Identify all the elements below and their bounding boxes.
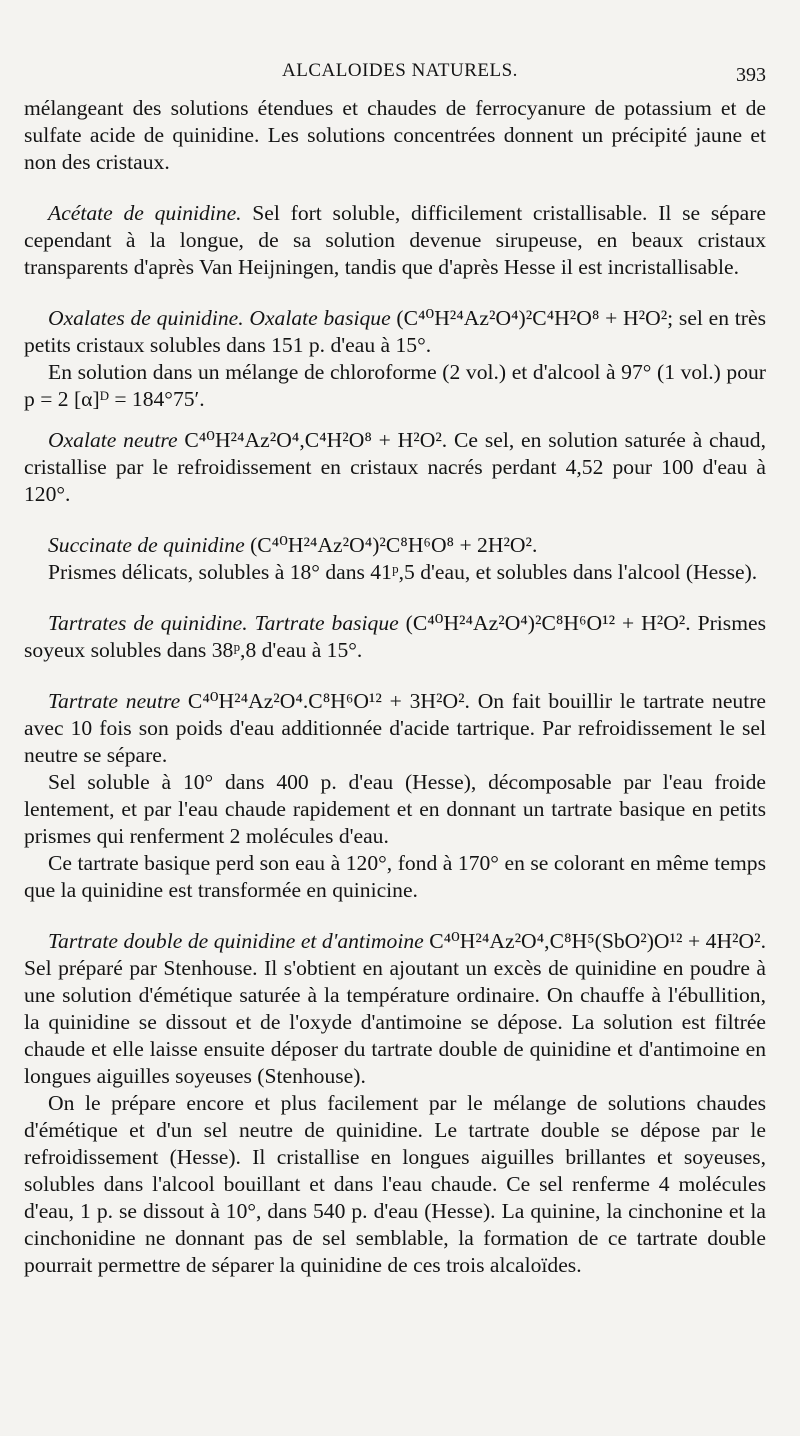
paragraph-tartrate-neutre — [24, 688, 766, 769]
section-heading: Oxalates de quinidine. Oxalate basique — [48, 306, 391, 330]
paragraph-text: (C⁴⁰H²⁴Az²O⁴)²C⁸H⁶O⁸ + 2H²O². — [244, 533, 538, 557]
section-heading: Succinate de quinidine — [48, 533, 245, 557]
paragraph-text: Sel soluble à 10° dans 400 p. d'eau (Hesse), décomposable par l'eau froide lentement, et par l'eau chaude rapidement et en donnant un tartrate basique en petits prismes qui renferment 2 molécules d'eau. — [24, 770, 766, 848]
paragraph-succinate — [24, 532, 766, 559]
paragraph-tartrate-double — [24, 928, 766, 1090]
paragraph-text: C⁴⁰H²⁴Az²O⁴.C⁸H⁶O¹² + 3H²O². On fait bouillir le tartrate neutre avec 10 fois son poids d'eau additionnée d'acide tartrique. Par refroidissement le sel neutre se sépare. — [24, 689, 766, 767]
section-heading: Tartrate neutre — [48, 689, 181, 713]
page-header — [0, 60, 800, 86]
paragraph-text: Ce tartrate basique perd son eau à 120°, fond à 170° en se colorant en même temps que la quinidine est transformée en quinicine. — [24, 851, 766, 902]
section-heading: Tartrates de quinidine. Tartrate basique — [48, 611, 399, 635]
paragraph-text: mélangeant des solutions étendues et chaudes de ferrocyanure de potassium et de sulfate acide de quinidine. Les solutions concentrées donnent un précipité jaune et non des cristaux. — [24, 96, 766, 174]
paragraph-prismes — [24, 559, 766, 586]
paragraph-1 — [24, 95, 766, 176]
paragraph-text: Sel fort soluble, difficilement cristallisable. Il se sépare cependant à la longue, de sa solution devenue sirupeuse, en beaux cristaux transparents d'après Van Heijningen, tandis que d'après Hesse il est incristallisable. — [24, 201, 766, 279]
section-heading: Oxalate neutre — [48, 428, 178, 452]
paragraph-oxalates — [24, 305, 766, 359]
paragraph-ce-tartrate — [24, 850, 766, 904]
running-title: ALCALOIDES NATURELS. — [282, 60, 518, 81]
page-body — [24, 95, 766, 1279]
paragraph-text: Prismes délicats, solubles à 18° dans 41ᵖ,5 d'eau, et solubles dans l'alcool (Hesse). — [48, 560, 758, 584]
paragraph-sel-soluble — [24, 769, 766, 850]
paragraph-text: (C⁴⁰H²⁴Az²O⁴)²C⁴H²O⁸ + H²O²; sel en très petits cristaux solubles dans 151 p. d'eau à 15°. — [24, 306, 766, 357]
paragraph-acetate — [24, 200, 766, 281]
section-heading: Acétate de quinidine. — [48, 201, 242, 225]
paragraph-tartrates — [24, 610, 766, 664]
paragraph-text: En solution dans un mélange de chloroforme (2 vol.) et d'alcool à 97° (1 vol.) pour p = 2 [α]ᴰ = 184°75′. — [24, 360, 766, 411]
paragraph-text: C⁴⁰H²⁴Az²O⁴,C⁴H²O⁸ + H²O². Ce sel, en solution saturée à chaud, cristallise par le refroidissement en cristaux nacrés perdant 4,52 pour 100 d'eau à 120°. — [24, 428, 766, 506]
paragraph-oxalate-neutre — [24, 427, 766, 508]
paragraph-text: (C⁴⁰H²⁴Az²O⁴)²C⁸H⁶O¹² + H²O². Prismes soyeux solubles dans 38ᵖ,8 d'eau à 15°. — [24, 611, 766, 662]
paragraph-text: C⁴⁰H²⁴Az²O⁴,C⁸H⁵(SbO²)O¹² + 4H²O². Sel préparé par Stenhouse. Il s'obtient en ajoutant un excès de quinidine en poudre à une solution d'émétique saturée à la température ordinaire. On chauffe à l'ébullition, la quinidine se dissout et de l'oxyde d'antimoine se dépose. La solution est filtrée chaude et elle laisse ensuite déposer du tartrate double de quinidine et d'antimoine en longues aiguilles soyeuses (Stenhouse). — [24, 929, 766, 1088]
paragraph-text: On le prépare encore et plus facilement par le mélange de solutions chaudes d'émétique et d'un sel neutre de quinidine. Le tartrate double se dépose par le refroidissement (Hesse). Il cristallise en longues aiguilles brillantes et soyeuses, solubles dans l'alcool bouillant et dans l'eau chaude. Ce sel renferme 4 molécules d'eau, 1 p. se dissout à 10°, dans 540 p. d'eau (Hesse). La quinine, la cinchonine et la cinchonidine ne donnant pas de sel semblable, la formation de ce tartrate double pourrait permettre de séparer la quinidine de ces trois alcaloïdes. — [24, 1091, 766, 1277]
paragraph-rotation — [24, 359, 766, 413]
section-heading: Tartrate double de quinidine et d'antimoine — [48, 929, 424, 953]
paragraph-on-le-prepare — [24, 1090, 766, 1279]
page-number: 393 — [736, 64, 766, 86]
